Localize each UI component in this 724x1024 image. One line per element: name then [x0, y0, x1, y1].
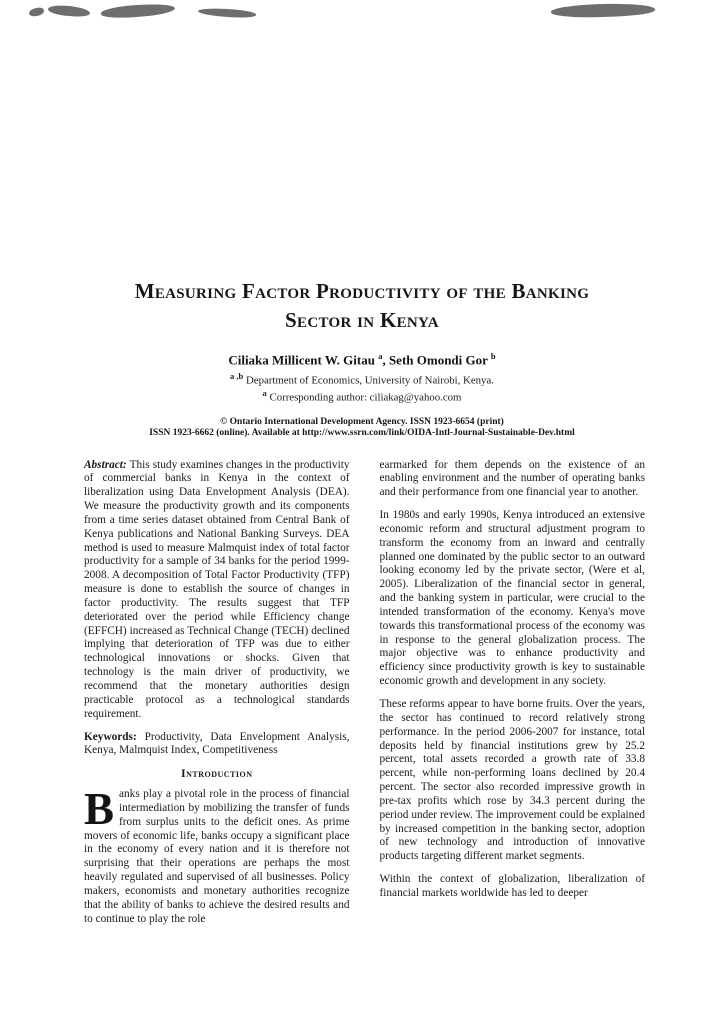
body-paragraph: earmarked for them depends on the existence of an enabling environment and the number of operating banks and their performance from one financial year to another.: [379, 458, 645, 499]
body-paragraph: Within the context of globalization, liberalization of financial markets worldwide has led to deeper: [379, 873, 645, 899]
keywords-label: Keywords:: [84, 730, 137, 743]
introduction-heading: Introduction: [180, 766, 253, 781]
body-paragraph: These reforms appear to have borne fruits. Over the years, the sector has continued to record relatively strong performance. In the period 2006-2007 for instance, total deposits held by financial institutions grew by 25.2 percent, total assets recorded a growth rate of 33.8 percent, while non-performing loans declined by 20.4 percent. The sector also recorded impressive growth in pre-tax profits which rose by 34.3 percent during the period under review. The improvement could be explained by increased competition in the banking sector, adoption of new technology and introduction of innovative products targeting different market segments.: [379, 698, 645, 863]
authors-line: [0, 351, 724, 368]
paper-title-line2: Sector in Kenya: [285, 308, 439, 332]
right-column: [380, 459, 646, 936]
intro-text: anks play a pivotal role in the process of financial intermediation by mobilizing the transfer of funds from surplus units to the deficit ones. As prime movers of economic life, banks occupy a significant place in the economy of every nation and it is therefore not surprising that their operations are perhaps the most heavily regulated and supervised of all businesses. Policy makers, economists and monetary authorities recognize that the ability of banks to achieve the desired results and to continue to play the role: [84, 788, 350, 925]
affiliation-text: Department of Economics, University of Nairobi, Kenya.: [243, 374, 494, 387]
author-superscript-1: a: [378, 351, 383, 361]
affiliation-line: [0, 371, 724, 387]
intro-paragraph: [84, 784, 350, 926]
drop-cap: B: [84, 784, 115, 835]
corresponding-text: Corresponding author: ciliakag@yahoo.com: [266, 391, 462, 404]
author-superscript-2: b: [490, 351, 496, 361]
abstract-paragraph: [84, 459, 350, 722]
paper-title-line1: Measuring Factor Productivity of the Banking: [134, 279, 590, 303]
paper-title: [92, 277, 632, 335]
publisher-block: [0, 417, 724, 440]
author-separator: ,: [382, 352, 389, 368]
affiliation-superscript: a ,b: [230, 371, 244, 382]
publisher-line-2: ISSN 1923-6662 (online). Available at http://www.ssrn.com/link/OIDA-Intl-Journal-Sustainable-Dev.html: [149, 428, 575, 439]
left-column: [84, 459, 350, 936]
abstract-label: Abstract:: [84, 458, 127, 471]
corresponding-superscript: a: [262, 387, 267, 398]
author-name-1: Ciliaka Millicent W. Gitau: [228, 352, 379, 368]
author-name-2: Seth Omondi Gor: [388, 352, 491, 368]
keywords-text: Productivity, Data Envelopment Analysis, Kenya, Malmquist Index, Competitiveness: [84, 730, 350, 757]
abstract-text: This study examines changes in the productivity of commercial banks in Kenya in the context of liberalization using Data Envelopment Analysis (DEA). We measure the productivity growth and its components from a time series dataset obtained from Central Bank of Kenya publications and National Banking Surveys. DEA method is used to measure Malmquist index of total factor productivity for a sample of 34 banks for the period 1999-2008. A decomposition of Total Factor Productivity (TFP) measure is done to establish the source of changes in factor productivity. The results suggest that TFP deteriorated over the period while Efficiency change (EFFCH) increased as Technical Change (TECH) declined implying that deterioration of TFP was due to either technological innovations or shocks. Given that technology is the main driver of productivity, we recommend that the monetary authorities design practicable protocol as a technological standards requirement.: [84, 458, 350, 720]
two-column-body: [84, 459, 645, 936]
body-paragraph: In 1980s and early 1990s, Kenya introduced an extensive economic reform and structural adjustment program to transform the economy from an inward and centrally planned one dominated by the public sector to an outward looking economy led by the private sector, (Were et al, 2005). Liberalization of the financial sector in general, and the banking system in particular, were crucial to the intended transformation of the economy. Kenya's move towards this transformational process of the economy was in response to the general globalization process. The major objective was to enhance productivity and efficiency since productivity growth is key to sustainable economic growth and development in any society.: [379, 509, 645, 688]
keywords-paragraph: [84, 731, 350, 759]
corresponding-line: [0, 388, 724, 404]
publisher-line-1: © Ontario International Development Agency. ISSN 1923-6654 (print): [220, 416, 504, 427]
paper-header: [0, 0, 724, 440]
